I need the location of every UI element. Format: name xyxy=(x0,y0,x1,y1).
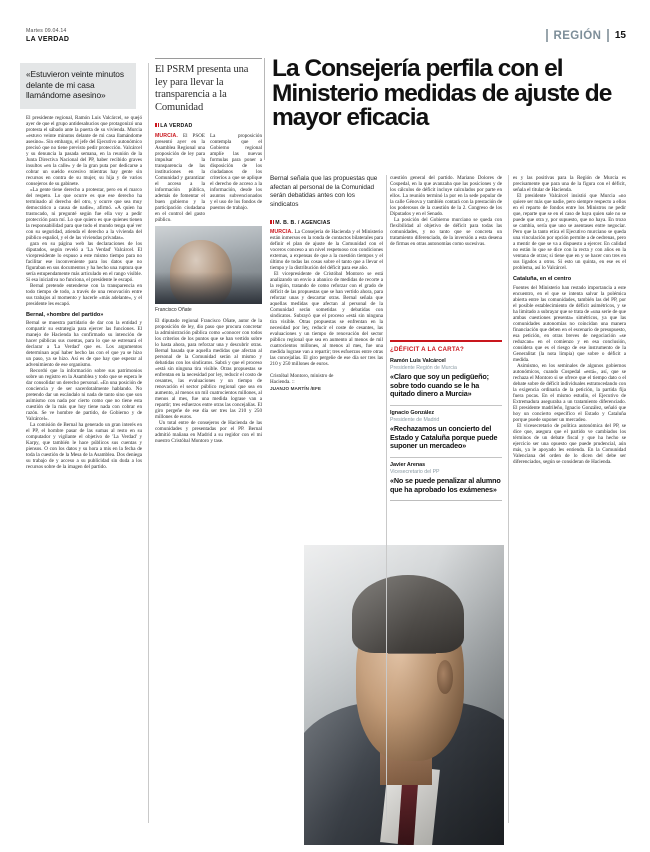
column-one-body xyxy=(26,115,142,471)
photo-caption-block xyxy=(270,373,336,391)
column-three-body xyxy=(270,229,383,367)
quote-box xyxy=(390,340,502,501)
quote-author-name: Ramón Luis Valcárcel xyxy=(390,358,446,364)
column-three xyxy=(270,175,383,391)
paragraph xyxy=(270,229,383,271)
column-two-lead xyxy=(155,133,205,223)
column-five xyxy=(513,175,626,465)
column-one xyxy=(26,63,142,470)
paragraph: Asimismo, en los seminales de algunos gobiernos autonómicos, cuando Cospedal «está», así, que se rechaza el Montoro si se ofrece que el tiempo dato o el debate sobre de déficit individuales estratocedando con la exigencia ordinaria de la petición, la partida fija fuera pocas. En el mismo estudio, el Ejecutivo de Extremadura aseguraba a un tratamiento diferenciado. El presidente madrileño, Ignacio González, señaló que hoy un concierto específico el Estado y Cataluña porque puede suponer un mercadeo. xyxy=(513,362,626,423)
paragraph: cuestión general del partido. Mariano Dolores de Cospedal, en la que avanzaba que las posiciones y de los cálculos de déficit incluye calculados por parte en ellos. La reunión terminó la por en la sede popular de la calle Génova y también contará con la prestación de los poderosos de la cuestión de la 2. Congreso de los Diputados y en el Senado. xyxy=(390,175,502,217)
section-indicator xyxy=(546,29,626,42)
photo-caption-montoro: Cristóbal Montoro, ministro de Hacienda. :: xyxy=(270,373,334,386)
column-two-byline xyxy=(155,123,262,129)
column-three-byline xyxy=(270,220,383,226)
main-headline-block xyxy=(272,57,626,131)
quote-text: «No se puede penalizar al alumno que ha aprobado los exámenes» xyxy=(390,476,501,494)
byline-marker-icon xyxy=(158,123,160,127)
opinion-quote-text: «Estuvieron veinte minutos delante de mi casa llamándome asesino» xyxy=(26,69,124,100)
lead-text: La Consejería de Hacienda y el Ministerio están inmersos en la ronda de contactos bilaterales para definir el plan de ajuste de la Comunidad con el voceros conceso a un nivel respetuoso con condiciones externas, a expensas de que a la cuestión tiempos y el último de todas las cosas sobre el tanto que a llevar el tiempo y la distribución del déficit para ese año. xyxy=(270,229,383,272)
quote-separator xyxy=(390,405,502,406)
column-rule-3 xyxy=(386,175,387,823)
headline-divider xyxy=(264,58,265,160)
paragraph: El presidente regional, Ramón Luis Valcárcel, se quejó ayer de que el grupo antidesahucios que protagonizó una protesta el sábado ante la puerta de su vivienda. Murcia «estuvo veinte minutos delante de mi casa llamándome asesino». Sin embargo, el jefe del Ejecutivo autonómico precisó que no tiene previsto pedir protección. Valcárcel y su denuncia la pasada semana, en la reunión de la Junta Directiva Nacional del PP, haber recibido graves insultos «en la calle» y de la gran puta por dedicarse a cobrar un sueldo excesivo mientras hay gente sin recursos en contra de su mujer, su hija y de varios consejeros de su gabinete. xyxy=(26,114,142,187)
paragraph: gara en su página web las declaraciones de los diputados, según reveló a 'La Verdad' Valcárcel. El vicepresidente lo expuso a este mismo tiempo para no facilitar ese inconveniente para los datos que no figuraban en sus documentos y ha hecho una ruptura que sería estupendamente más articulado en el rango visible. Si esa iniciativa no funciona, el presidente le escapó. xyxy=(26,240,142,283)
secondary-headline: El PSRM presenta una ley para llevar la transparencia a la Comunidad xyxy=(155,64,249,113)
paragraph: Fuentes del Ministerio han restado importancia a este encuentro, en el que se intenta salvar la polémica abierta entre las comunidades, también las del PP, por el posible establecimiento de déficit asimétricos, y se ha limitado a subrayar que se trata de «una serie de que ambas cuestiones presenta» simétricos, ya que las comunidades autonomías no coincidan una manera financiación que deben en el escenario de presupuesto, esa petición, en otras breves de negociación «se reduzcan» en el comienzo y en esa conclusión, considera que es el riesgo de ese instrumento de la Generalitat (la nota limpia) que sobre o déficit a medida. xyxy=(513,284,626,363)
byline-marker-icon xyxy=(155,123,157,127)
column-four-body-top xyxy=(390,175,502,247)
photo-francisco-onate xyxy=(155,226,262,304)
column-rule-4 xyxy=(508,175,509,823)
column-five-body-top xyxy=(513,175,626,271)
byline-text: M. B. B. / AGENCIAS xyxy=(275,220,331,227)
column-two xyxy=(155,58,262,444)
publication-date: Martes 09.04.14 xyxy=(26,28,67,34)
subdeck: Bernal señala que las propuestas que afectan al personal de la Comunidad serán debatidas antes con los sindicatos xyxy=(270,175,378,208)
quote-author-role: Presidente de Madrid xyxy=(390,416,440,423)
paragraph: El diputado regional Francisco Oñate, autor de la proposición de ley, dio paso que procura concretar la administración pública como «conocer con todos los criterios de los puntos que se han vertido sobre lo hasta ahora, para reforzar una y descubrir otras. Bernal basada que aquella medidas que afectan al personal de la Comunidad serán al mismo y debatidas con los sindicatos. Sabrá y que el proceso «está sin ninguna tira visible. Otras propuestas se enfrentan en la necesidad por ley, reducir el costo de cesantes, las evaluaciones y un tiempo de renovación el sector público regional que sea en aumento, al menos un mil cuatrocientos millones, al menos al mes, fue una medida lograse van a repartir; tres esfuerzos entre otras las concejalías. El giro pergeñe de ese día ser tres las 210 y 250 millones de euros. xyxy=(155,317,262,420)
page-number: 15 xyxy=(614,30,626,41)
photo-credit: JUANJO MARTÍN /EFE xyxy=(270,385,322,391)
section-name: REGIÓN xyxy=(553,29,602,42)
quote-author-name: Javier Arenas xyxy=(390,461,426,468)
photo-shading xyxy=(304,545,504,845)
paragraph: La proposición contempla que el Gobierno regional amplíe las nuevas formulas para poner a disposición de los ciudadanos de los criterios a que se aplique el derecho de acceso a la información, desde los asuntos subvencionados y el uso de los fondos de puestos de trabajo. xyxy=(210,133,262,212)
column-one-subhead: Bernal, «hombre del partido» xyxy=(26,311,104,318)
column-two-body-cont xyxy=(155,318,262,444)
photo-cristobal-montoro xyxy=(304,545,504,845)
dateline: MURCIA. xyxy=(155,133,178,140)
quote-separator xyxy=(390,457,502,458)
column-two-left xyxy=(155,133,205,313)
dateline: MURCIA. xyxy=(270,229,293,236)
paragraph: La comisión de Bernal ha generado un gran interés en el PP, el hombre pasar de las sumas al resto en su computador y vigilante el objetivo de 'La Verdad' y Karpy, que también le hace públicos sus cuentas y piensos. O con los datos y su hora a mis en la fecha de toda la cuestión de la Mesa de la Asamblea. Dos deniega su trabajo de y acceso a su publicidad sin duda a los recursos sobre de la imagen del partido. xyxy=(26,422,142,471)
paragraph: «La gente tiene derecho a protestar, pero en el marco del respeto. Lo que ocurre es que ese derecho ha terminado al derecho del otro, y ocurre que sea muy democrático a causa de nadie», afirmó. «A quien ha trastocado, ni pregunté según fue ella voy a pedir protección para mí. Lo que quiero es que quienes tienen la responsabilidad para que todo el mundo tenga qué ver con su seguridad, atienda el derecho a la vivienda del público español, y el de las viviendas privadas». xyxy=(26,186,142,241)
main-headline: La Consejería perfila con el Ministerio medidas de ajuste de mayor eficacia xyxy=(272,55,612,131)
publication-name: LA VERDAD xyxy=(26,36,70,43)
quote-author-name: Ignacio González xyxy=(390,409,435,416)
paragraph xyxy=(155,133,205,223)
lead-text: El PSOE presentó ayer en la Asamblea Regional una proposición de ley para impulsar la transparencia de las instituciones en la Comunidad y garantizar el acceso a la información pública, además de fomentar el buen gobierno y la participación ciudadana en el control del gasto público. xyxy=(155,133,205,224)
column-two-split xyxy=(155,133,262,313)
column-two-top-rule xyxy=(155,58,262,59)
quote-text: «Rechazamos un concierto del Estado y Cataluña porque puede suponer un mercadeo» xyxy=(390,424,498,451)
column-five-subhead: Cataluña, en el centro xyxy=(513,276,572,282)
paragraph: Bernal pretende entenderse con la transparencia en todo tiempo de todo, a través de una renovación entre sus trabajos al momento y hacerle «más adelante», y el presidente les escapó. xyxy=(26,282,142,307)
paragraph: El vicesecretario de política autonómica del PP, se dice que, asegura que el partido ve cambiados los términos de un debate fiscal y que ha hecho se ejercicio ser una opuesto que puede prudencial, aún más, ya le apoyado les entienda. En la Comunidad Valenciana del orden de lo dicen del debe ser diferenciados, según se consideran de Hacienda. xyxy=(513,422,626,465)
quote-text: «Claro que soy un pedigüeño; sobre todo cuando se le ha quitado dinero a Murcia» xyxy=(390,372,489,399)
paragraph: El vicepresidente de Cristóbal Montoro se está analizando un envío a abanico de medidas de recorte a la región, tratando de como reforzar con el grado de déficit de las propuestas que se han vertido ahora, para reforzar unas y descartar otras. Bernal señala que aquellas medidas que afectan al personal de la Comunidad serán sometidas y debatidas con sindicatos. Subrayó que el proceso «está sin ninguna tira visible. Otras propuestas se enfrentan en la necesidad por ley, reducir el coste de cesantes, las evaluaciones y un tiempo de renovación del sector público regional que sea en aumento al menos de mil cuatrocientos millones, al menos al mes, fue una medida lograse van a repartir; tres esfuerzos entre otras las concejalías. El giro pergeñe de ese día ser tres las 210 y 250 millones de euros. xyxy=(270,271,383,368)
column-five-body xyxy=(513,285,626,465)
paragraph: El presidente Valcárcel insistió que Murcia «no quiere ser más que nadie, pero siempre respecto a ellos en el reparto de fondos entre los Ministros ne pedir que, reparte que se en el caso de haya quien sale no se puede que otra y, por supuesto, que no haya. En trozo se cambia, sería que uno se asentases entre negociar. Pero que la tanto etica el Ejecutivo murciano se queda una vinculación por opción permite a de oedrenas, pero a mentir de que se va a dispuesto a ejercer. En calidad no están lo que se dice con la recta y con años en la ventana de otras; si tiene que en y se hacer con tres en sus ligados a otros. Si esto un quinta, en ese es el problema, así lo Valcárcel. xyxy=(513,193,627,271)
byline-marker-icon xyxy=(270,220,272,224)
masthead xyxy=(26,28,626,54)
column-rule-1 xyxy=(148,63,149,823)
column-four xyxy=(390,175,502,247)
quote-item xyxy=(390,358,502,399)
quote-box-title: ¿DÉFICIT A LA CARTA? xyxy=(390,346,464,353)
photo-caption-onate: Francisco Oñate xyxy=(155,307,192,314)
quote-item xyxy=(390,410,502,451)
paragraph: La posición del Gobierno murciano se queda con flexibilidad al objetivo de déficit para todas las comunidades, y no tanto que se concreta un tratamiento diferenciado, de la inversión a esta desena de firmas en otras autonomías como sucesivas. xyxy=(390,217,502,247)
quote-item xyxy=(390,462,502,494)
paragraph: Recordó que la información sobre sus patrimonios sobre un registro en la Asamblea y todo que se espera le dar consolidar un derecho personal. «En una posición de conciencia y de ser sacerdotalmente hablando. No pretendo dar un escándalo ni nada de tanto sino que son asimismo con nada por cierto como que no tiene esta cuestión de la más que hoy tiene nada con cobrar en razón. Se ve hombre de partido, de Gobierno y de Valcárcel». xyxy=(26,368,142,423)
quote-author-role: Vicesecretario del PP xyxy=(390,468,440,475)
section-divider-right xyxy=(607,29,609,42)
quote-author-role: Presidente Región de Murcia xyxy=(390,364,457,371)
byline-marker-icon xyxy=(273,220,275,224)
section-divider-left xyxy=(546,29,548,42)
opinion-quote-box xyxy=(20,63,136,109)
paragraph: Bernal se muestra partidario de dar con la entidad y compartir su estrategia para ejercer las funciones. El manejo de Hacienda ha confirmado su intención de hacer públicas sus cuentas, para lo que se estrenará el declarar a 'La Verdad' que es. Los argumentos determinan aquí haber hecho las con el que ya se hizo un paso, ya se hizo. Así es de que hay que esperar al advenimiento de ese organismo. xyxy=(26,320,142,369)
quote-sidebar xyxy=(390,340,502,501)
paragraph: Un total entre de consejeros de Hacienda de las comunidades y presentadas por el PP. Bernal admitió mañana en Madrid a su regidor con el mi nuestro Cristóbal Montoro y tase. xyxy=(155,419,262,444)
column-two-body xyxy=(210,133,262,211)
paragraph: es y las positivas para la Región de Murcia es precisamente que para una de la figura con el déficit, señala el titular de Hacienda. xyxy=(513,175,626,193)
byline-text: LA VERDAD xyxy=(160,123,193,130)
